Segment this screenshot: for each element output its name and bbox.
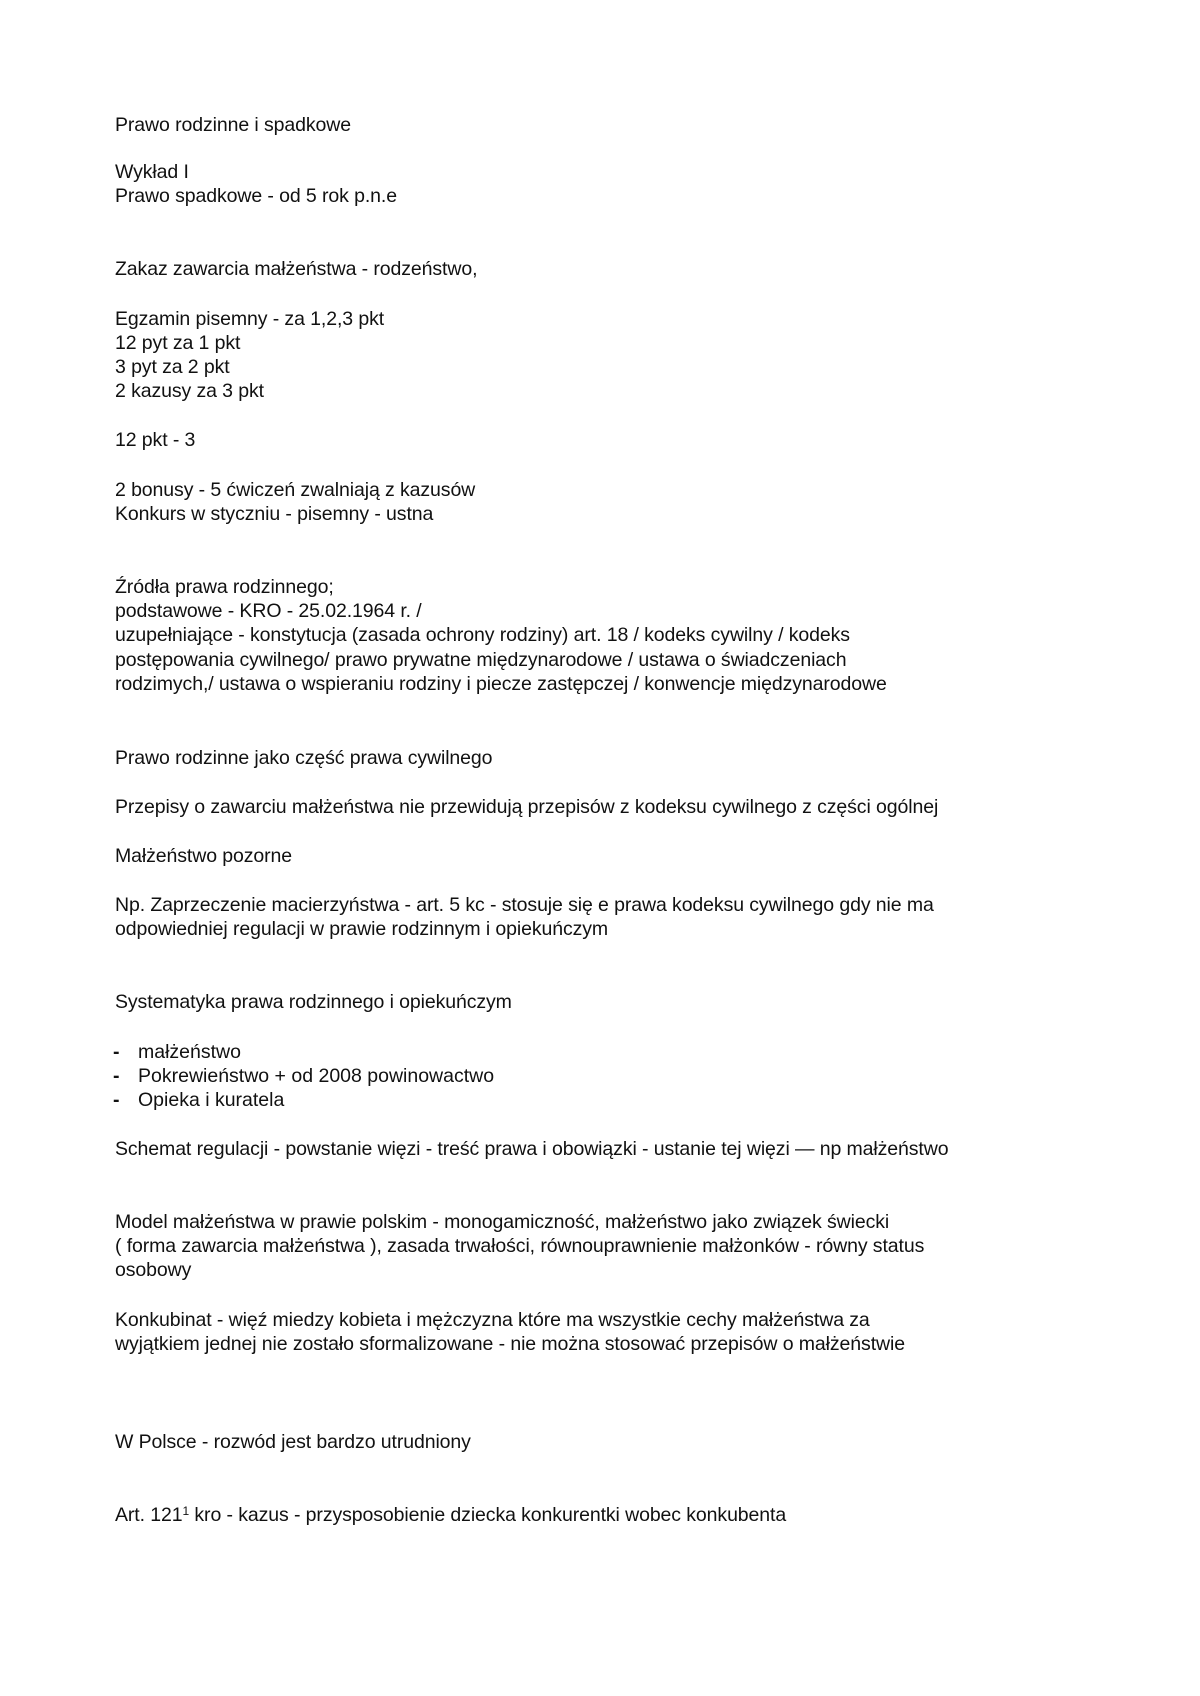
- sources-heading: Źródła prawa rodzinnego;: [115, 576, 334, 598]
- exam-line-3: 3 pyt za 2 pkt: [115, 356, 230, 378]
- bullet-text: Opieka i kuratela: [138, 1089, 285, 1111]
- example-line-2: odpowiedniej regulacji w prawie rodzinnym i opiekuńczym: [115, 918, 609, 940]
- concubinage-line-1: Konkubinat - więź miedzy kobieta i mężczyzna które ma wszystkie cechy małżeństwa za: [115, 1309, 870, 1331]
- bullet-item-1: [113, 1040, 241, 1064]
- systematics-heading: Systematyka prawa rodzinnego i opiekuńczym: [115, 991, 512, 1013]
- bonus-line-1: 2 bonusy - 5 ćwiczeń zwalniają z kazusów: [115, 479, 476, 501]
- bullet-dash: -: [113, 1041, 120, 1063]
- lecture-label: Wykład I: [115, 161, 189, 183]
- bullet-dash: -: [113, 1065, 120, 1087]
- marriage-ban-line: Zakaz zawarcia małżeństwa - rodzeństwo,: [115, 258, 478, 280]
- bullet-item-3: [113, 1088, 284, 1112]
- bonus-line-2: Konkurs w styczniu - pisemny - ustna: [115, 503, 434, 525]
- scheme-line: Schemat regulacji - powstanie więzi - treść prawa i obowiązki - ustanie tej więzi — np małżeństwo: [115, 1138, 949, 1160]
- civil-part-line: Prawo rodzinne jako część prawa cywilnego: [115, 747, 493, 769]
- concubinage-line-2: wyjątkiem jednej nie zostało sformalizowane - nie można stosować przepisów o małżeństwie: [115, 1333, 905, 1355]
- exam-line-2: 12 pyt za 1 pkt: [115, 332, 241, 354]
- sources-line-5: rodzimych,/ ustawa o wspieraniu rodziny i piecze zastępczej / konwencje międzynarodowe: [115, 673, 887, 695]
- divorce-line: W Polsce - rozwód jest bardzo utrudniony: [115, 1431, 471, 1453]
- bullet-item-2: [113, 1064, 494, 1088]
- bullet-text: małżeństwo: [138, 1041, 241, 1063]
- article-prefix: Art. 121: [115, 1504, 183, 1526]
- article-line: [115, 1503, 786, 1527]
- sources-line-3: uzupełniające - konstytucja (zasada ochrony rodziny) art. 18 / kodeks cywilny / kodeks: [115, 624, 850, 646]
- model-line-3: osobowy: [115, 1259, 192, 1281]
- article-superscript: 1: [182, 1504, 190, 1518]
- article-suffix: kro - kazus - przysposobienie dziecka konkurentki wobec konkubenta: [189, 1504, 787, 1526]
- bullet-text: Pokrewieństwo + od 2008 powinowactwo: [138, 1065, 495, 1087]
- exam-line-1: Egzamin pisemny - za 1,2,3 pkt: [115, 308, 385, 330]
- model-line-2: ( forma zawarcia małżeństwa ), zasada trwałości, równouprawnienie małżonków - równy status: [115, 1235, 925, 1257]
- sources-line-2: podstawowe - KRO - 25.02.1964 r. /: [115, 600, 422, 622]
- exam-line-4: 2 kazusy za 3 pkt: [115, 380, 264, 402]
- provisions-line: Przepisy o zawarciu małżeństwa nie przewidują przepisów z kodeksu cywilnego z części ogólnej: [115, 796, 939, 818]
- sham-marriage-line: Małżeństwo pozorne: [115, 845, 293, 867]
- score-line: 12 pkt - 3: [115, 429, 196, 451]
- sources-line-4: postępowania cywilnego/ prawo prywatne międzynarodowe / ustawa o świadczeniach: [115, 649, 847, 671]
- inheritance-law-line: Prawo spadkowe - od 5 rok p.n.e: [115, 185, 397, 207]
- document-title: Prawo rodzinne i spadkowe: [115, 114, 351, 136]
- model-line-1: Model małżeństwa w prawie polskim - monogamiczność, małżeństwo jako związek świecki: [115, 1211, 890, 1233]
- bullet-dash: -: [113, 1089, 120, 1111]
- example-line-1: Np. Zaprzeczenie macierzyństwa - art. 5 kc - stosuje się e prawa kodeksu cywilnego gdy nie ma: [115, 894, 934, 916]
